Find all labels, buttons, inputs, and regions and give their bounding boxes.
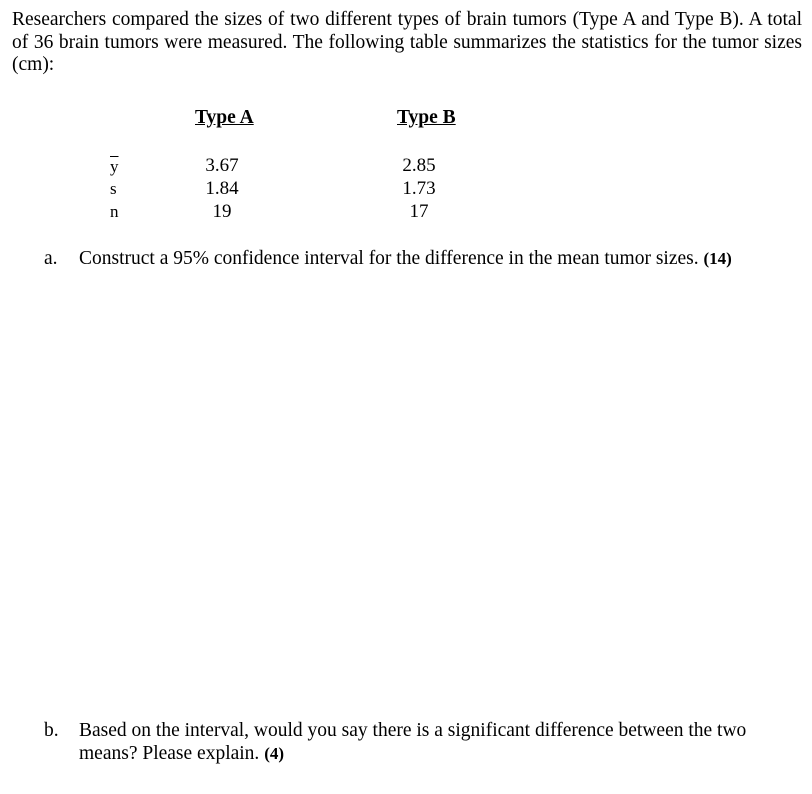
row-label-ybar: $\overline{y}$ (110, 157, 119, 176)
question-a-points: (14) (703, 249, 732, 268)
question-b-line1: Based on the interval, would you say there is a significant difference between the two (79, 720, 747, 741)
question-b-letter: b. (44, 720, 59, 741)
cell-type-b-n: 17 (409, 201, 429, 222)
header-type-a: Type A (195, 107, 254, 128)
cell-type-a-mean: 3.67 (205, 155, 239, 176)
cell-type-a-n: 19 (212, 201, 232, 222)
cell-type-a-sd: 1.84 (205, 178, 239, 199)
row-label-n: n (110, 202, 119, 221)
cell-type-b-mean: 2.85 (402, 155, 436, 176)
header-type-b: Type B (397, 107, 456, 128)
question-a-text-wrap (79, 248, 732, 271)
question-a-letter: a. (44, 248, 58, 269)
question-b-points: (4) (264, 744, 285, 763)
row-label-s: s (110, 179, 117, 198)
cell-type-b-sd: 1.73 (402, 178, 436, 199)
problem-intro: Researchers compared the sizes of two different types of brain tumors (Type A and Type B). A total of 36 brain tumors were measured. The following table summarizes the statistics for the tumor sizes (cm): (12, 9, 802, 75)
question-b-line2-wrap (79, 743, 284, 766)
question-b-line2: means? Please explain. (79, 743, 260, 764)
question-a-text: Construct a 95% confidence interval for the difference in the mean tumor sizes. (79, 248, 699, 269)
